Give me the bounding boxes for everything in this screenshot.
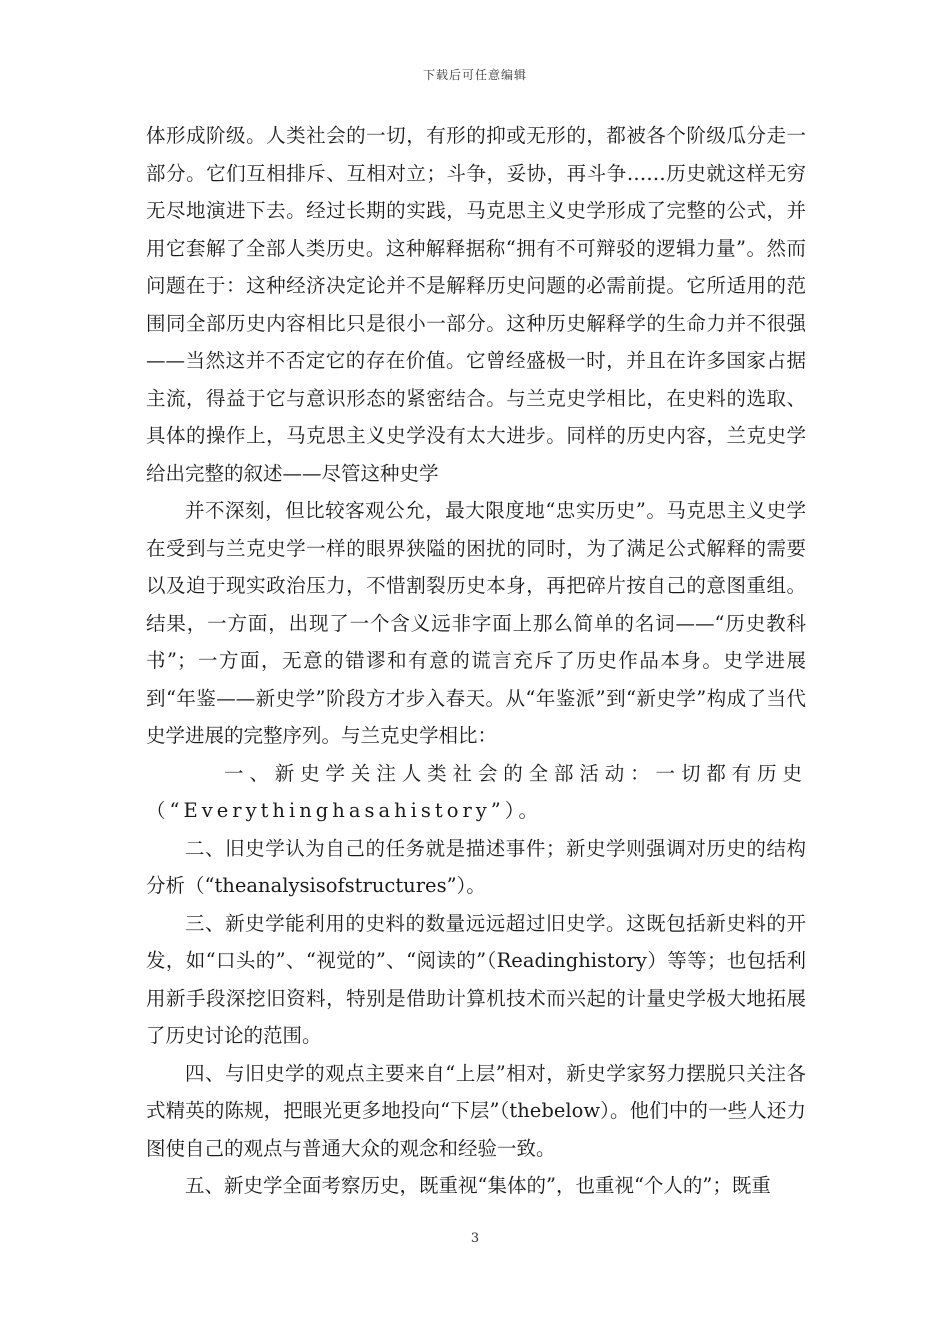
paragraph-7: 五、新史学全面考察历史，既重视“集体的”，也重视“个人的”；既重 [185, 1174, 771, 1197]
paragraph-5: 三、新史学能利用的史料的数量远远超过旧史学。这既包括新史料的开发，如“口头的”、“视觉的”、“阅读的”（Readinghistory）等等；也包括利用新手段深挖旧资料，特别是借助计算机技术而兴起的计量史学极大地拓展了历史讨论的范围。 [146, 911, 806, 1047]
paragraph-6: 四、与旧史学的观点主要来自“上层”相对，新史学家努力摆脱只关注各式精英的陈规，把眼光更多地投向“下层”（thebelow）。他们中的一些人还力图使自己的观点与普通大众的观念和经验一致。 [146, 1061, 806, 1160]
page-number: 3 [470, 1231, 480, 1246]
paragraph-1: 体形成阶级。人类社会的一切，有形的抑或无形的，都被各个阶级瓜分走一部分。它们互相排斥、互相对立；斗争，妥协，再斗争……历史就这样无穷无尽地演进下去。经过长期的实践，马克思主义史学形成了完整的公式，并用它套解了全部人类历史。这种解释据称“拥有不可辩驳的逻辑力量”。然而问题在于：这种经济决定论并不是解释历史问题的必需前提。它所适用的范围同全部历史内容相比只是很小一部分。这种历史解释学的生命力并不很强——当然这并不否定它的存在价值。它曾经盛极一时，并且在许多国家占据主流，得益于它与意识形态的紧密结合。与兰克史学相比，在史料的选取、具体的操作上，马克思主义史学没有太大进步。同样的历史内容，兰克史学给出完整的叙述——尽管这种史学 [146, 124, 806, 485]
document-body [146, 117, 806, 1205]
paragraph-3: 一、新史学关注人类社会的全部活动：一切都有历史（“Everythinghasahistory”）。 [146, 761, 806, 822]
paragraph-2: 并不深刻，但比较客观公允，最大限度地“忠实历史”。马克思主义史学在受到与兰克史学一样的眼界狭隘的困扰的同时，为了满足公式解释的需要以及迫于现实政治压力，不惜割裂历史本身，再把碎片按自己的意图重组。结果，一方面，出现了一个含义远非字面上那么简单的名词——“历史教科书”；一方面，无意的错谬和有意的谎言充斥了历史作品本身。史学进展到“年鉴——新史学”阶段方才步入春天。从“年鉴派”到“新史学”构成了当代史学进展的完整序列。与兰克史学相比： [146, 499, 806, 747]
paragraph-4: 二、旧史学认为自己的任务就是描述事件；新史学则强调对历史的结构分析（“theanalysisofstructures”）。 [146, 836, 806, 897]
page-header: 下载后可任意编辑 [422, 68, 527, 82]
